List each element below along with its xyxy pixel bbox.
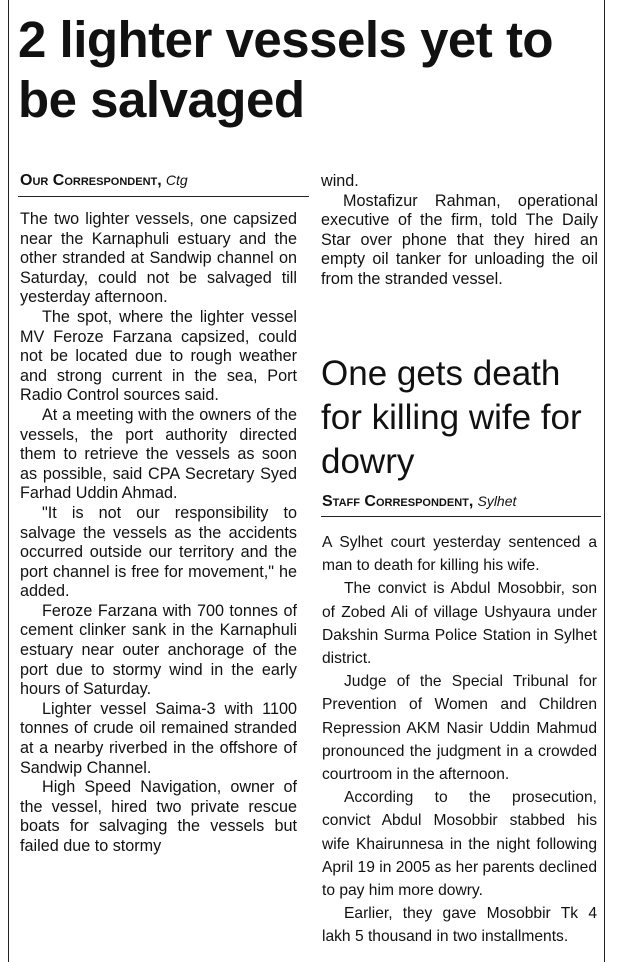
article1-byline [20,172,188,190]
article1-paragraph: Lighter vessel Saima-3 with 1100 tonnes of crude oil remained stranded at a nearby riverbed in the offshore of Sandwip Channel. [20,699,297,777]
article1-byline-name: Our Correspondent, [20,172,162,189]
article2-byline-rule [321,516,601,517]
article1-paragraph: Feroze Farzana with 700 tonnes of cement clinker sank in the Karnaphuli estuary near outer anchorage of the port due to stormy wind in the early hours of Saturday. [20,601,297,699]
article1-paragraph: High Speed Navigation, owner of the vessel, hired two private rescue boats for salvaging the vessels but failed due to stormy [20,778,297,855]
column-border-left [8,0,9,962]
article2-column [322,531,597,949]
article1-paragraph: The two lighter vessels, one capsized near the Karnaphuli estuary and the other stranded at Sandwip channel on Saturday, could not be salvaged till yesterday afternoon. [20,210,297,307]
article2-paragraph: Earlier, they gave Mosobbir Tk 4 lakh 5 thousand in two installments. [322,905,597,946]
article1-continuation: wind. [321,172,359,190]
article1-paragraph: At a meeting with the owners of the vessels, the port authority directed them to retrieve the vessels as soon as possible, said CPA Secretary Syed Farhad Uddin Ahmad. [20,405,297,503]
article1-column-1 [20,210,297,857]
article2-headline: One gets death for killing wife for dowry [321,354,582,481]
article1-byline-location: Ctg [165,172,188,188]
article1-continuation: Mostafizur Rahman, operational executive of the firm, told The Daily Star over phone that they hired an empty oil tanker for unloading the oil from the stranded vessel. [321,191,598,288]
article1-column-2 [321,172,598,290]
article2-byline-name: Staff Correspondent, [322,493,474,510]
article2-paragraph: A Sylhet court yesterday sentenced a man to death for killing his wife. [322,534,597,575]
article2-byline [322,493,516,511]
article1-paragraph: "It is not our responsibility to salvage the vessels as the accidents occurred outside our territory and the port channel is free for movement," he added. [20,503,297,601]
column-border-right [604,0,605,962]
article2-paragraph: Judge of the Special Tribunal for Prevention of Women and Children Repression AKM Nasir Uddin Mahmud pronounced the judgment in a crowded courtroom in the afternoon. [322,673,597,784]
article1-headline: 2 lighter vessels yet to be salvaged [18,11,554,128]
article2-paragraph: According to the prosecution, convict Abdul Mosobbir stabbed his wife Khairunnesa in the night following April 19 in 2005 as her parents declined to pay him more dowry. [322,789,597,900]
article2-byline-location: Sylhet [477,493,517,509]
article1-byline-rule [18,196,309,197]
article1-paragraph: The spot, where the lighter vessel MV Feroze Farzana capsized, could not be located due to rough weather and strong current in the sea, Port Radio Control sources said. [20,307,297,405]
article2-paragraph: The convict is Abdul Mosobbir, son of Zobed Ali of village Ushyaura under Dakshin Surma Police Station in Sylhet district. [322,580,597,668]
